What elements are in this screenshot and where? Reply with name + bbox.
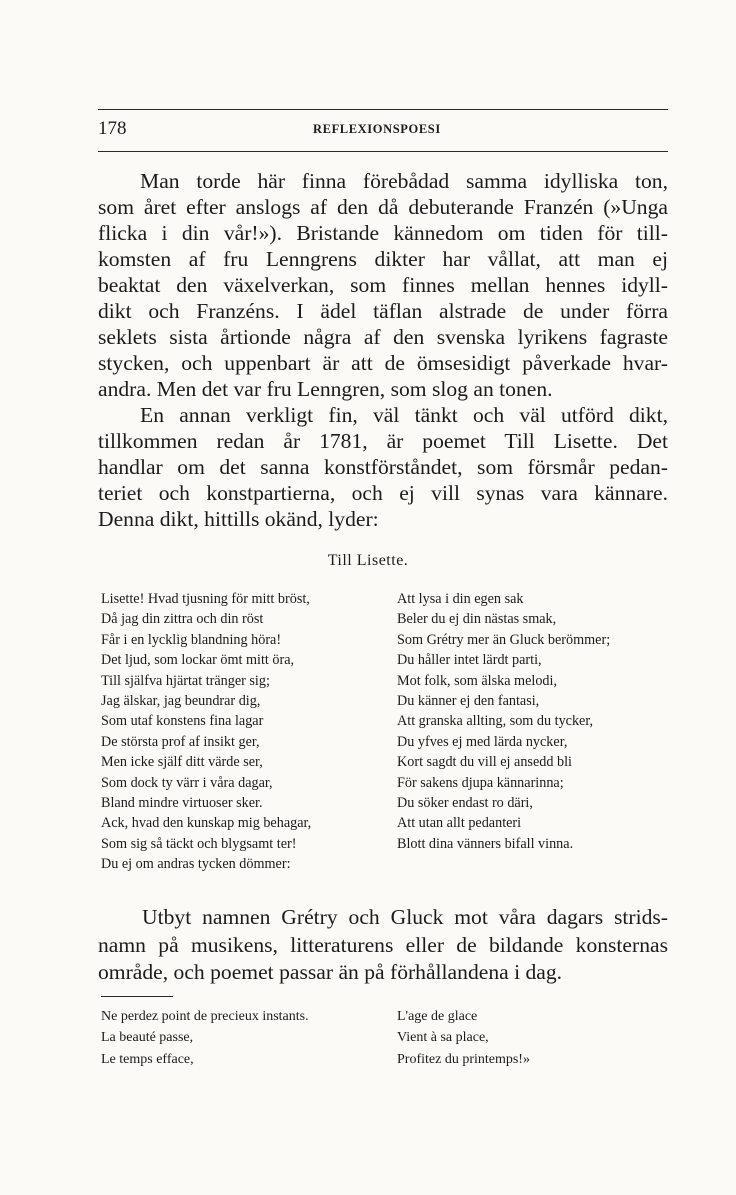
poem-verse: Du ej om andras tycken dömmer: xyxy=(101,856,291,873)
text-line: seklets sista årtionde några af den svenska lyrikens fagraste xyxy=(98,325,668,349)
footnote-verse: Le temps efface, xyxy=(101,1051,194,1067)
poem-verse: Du håller intet lärdt parti, xyxy=(397,652,542,669)
poem-verse: Att granska allting, som du tycker, xyxy=(397,713,594,730)
poem-verse: Som dock ty värr i våra dagar, xyxy=(101,774,273,791)
text-line: som året efter anslogs af den då debuterande Franzén (»Unga xyxy=(98,195,668,219)
footnote-verse: Profitez du printemps!» xyxy=(397,1051,530,1067)
footnote-rule xyxy=(101,996,173,997)
paragraph-1 xyxy=(98,168,668,402)
poem-verse: Får i en lycklig blandning höra! xyxy=(101,631,282,648)
poem-verse: För sakens djupa kännarinna; xyxy=(397,774,564,791)
text-line: namn på musikens, litteraturens eller de bildande konsternas xyxy=(98,932,668,957)
poem-verse: De största prof af insikt ger, xyxy=(101,733,260,750)
poem-verse: Det ljud, som lockar ömt mitt öra, xyxy=(101,652,295,669)
footnote-verse: Vient à sa place, xyxy=(397,1030,489,1046)
closing-paragraph xyxy=(98,904,668,987)
poem-verse: Då jag din zittra och din röst xyxy=(101,611,264,628)
poem-verse: Lisette! Hvad tjusning för mitt bröst, xyxy=(101,591,310,607)
text-line: flicka i din vår!»). Bristande kännedom om tiden för till- xyxy=(98,221,668,245)
text-line: dikt och Franzéns. I ädel täflan alstrade de under förra xyxy=(98,299,668,323)
footnote-verse: L'age de glace xyxy=(397,1009,478,1024)
text-line: En annan verkligt fin, väl tänkt och väl utförd dikt, xyxy=(140,403,668,427)
poem-verse: Ack, hvad den kunskap mig behagar, xyxy=(101,815,312,832)
header-top-rule xyxy=(98,109,668,110)
poem-verse: Att utan allt pedanteri xyxy=(397,815,522,832)
footnote-left-column xyxy=(101,1006,309,1070)
poem-verse: Du söker endast ro däri, xyxy=(397,795,533,812)
poem-verse: Blott dina vänners bifall vinna. xyxy=(397,835,574,852)
text-line: handlar om det sanna konstförståndet, som försmår pedan- xyxy=(98,455,668,479)
poem-verse: Jag älskar, jag beundrar dig, xyxy=(101,693,261,710)
text-line: andra. Men det var fru Lenngren, som slog an tonen. xyxy=(98,377,553,401)
header-bottom-rule xyxy=(98,151,668,152)
text-line: Man torde här finna förebådad samma idylliska ton, xyxy=(140,169,668,193)
poem-verse: Som Grétry mer än Gluck berömmer; xyxy=(397,631,611,648)
poem-verse: Att lysa i din egen sak xyxy=(397,591,524,607)
poem-verse: Beler du ej din nästas smak, xyxy=(397,611,557,628)
footnote-right-column xyxy=(397,1006,530,1070)
poem-verse: Men icke själf ditt värde ser, xyxy=(101,754,263,771)
text-line: stycken, och uppenbart är att de ömsesidigt påverkade hvar- xyxy=(98,351,668,375)
poem-verse: Som sig så täckt och blygsamt ter! xyxy=(101,835,297,852)
poem-verse: Du känner ej den fantasi, xyxy=(397,693,540,710)
text-line: Utbyt namnen Grétry och Gluck mot våra dagars strids- xyxy=(142,905,668,929)
poem-verse: Bland mindre virtuoser sker. xyxy=(101,795,263,812)
text-line: teriet och konstpartierna, och ej vill synas vara kännare. xyxy=(98,481,668,505)
poem-title: Till Lisette. xyxy=(327,552,409,569)
poem-left-column xyxy=(101,589,311,875)
poem-verse: Som utaf konstens fina lagar xyxy=(101,713,264,730)
poem-verse: Till själfva hjärtat tränger sig; xyxy=(101,672,270,689)
paragraph-2 xyxy=(98,402,668,532)
text-line: Denna dikt, hittills okänd, lyder: xyxy=(98,507,379,531)
text-line: komsten af fru Lenngrens dikter har vållat, att man ej xyxy=(98,247,668,271)
text-line: tillkommen redan år 1781, är poemet Till Lisette. Det xyxy=(98,429,668,453)
poem-verse: Kort sagdt du vill ej ansedd bli xyxy=(397,754,572,771)
text-line: beaktat den växelverkan, som finnes mellan hennes idyll- xyxy=(98,273,668,297)
poem-verse: Mot folk, som älska melodi, xyxy=(397,672,557,689)
footnote-verse: Ne perdez point de precieux instants. xyxy=(101,1009,309,1024)
poem-right-column xyxy=(397,589,610,854)
text-line: område, och poemet passar än på förhållandena i dag. xyxy=(98,960,563,984)
running-title: REFLEXIONSPOESI xyxy=(313,122,441,136)
poem-verse: Du yfves ej med lärda nycker, xyxy=(397,733,568,750)
page-number: 178 xyxy=(98,118,127,139)
page-header xyxy=(98,118,668,142)
footnote-verse: La beauté passe, xyxy=(101,1030,194,1046)
